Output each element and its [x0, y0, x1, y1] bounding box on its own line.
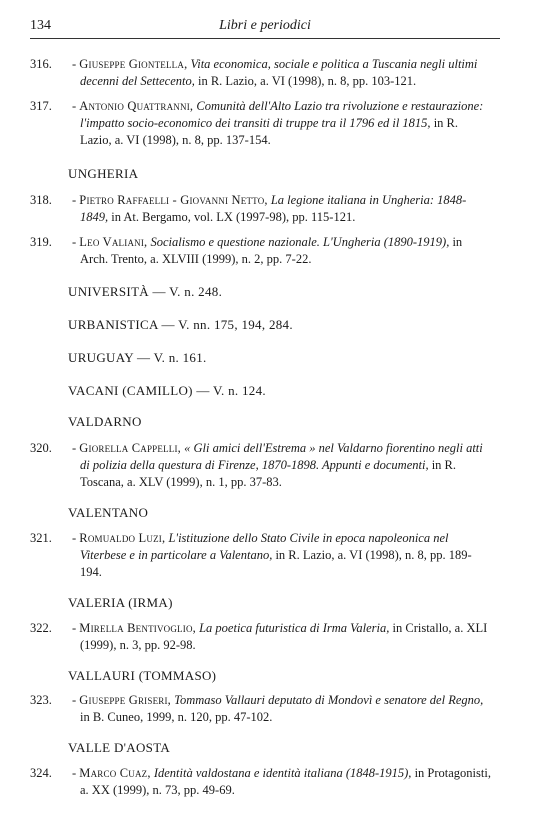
- section-heading: VACANI (CAMILLO) — V. n. 124.: [68, 383, 266, 398]
- section-heading: VALDARNO: [68, 414, 142, 429]
- entry-body: - Marco Cuaz, Identità valdostana e identità italiana (1848-1915), in Protagonisti, a. XX (1999), n. 73, pp. 49-69.: [72, 766, 491, 797]
- entry-title: L'istituzione dello Stato Civile in epoca napoleonica nel Viterbese e in particolare a Valentano,: [80, 531, 449, 562]
- section-heading: VALENTANO: [68, 505, 149, 520]
- entry-number: 316.: [30, 57, 52, 71]
- entry-title: « Gli amici dell'Estrema » nel Valdarno fiorentino negli atti di polizia della questura di Firenze, 1870-1898. Appunti e documenti,: [80, 441, 483, 472]
- entry-number: 322.: [30, 621, 52, 635]
- entry-source: in R. Lazio, a. VI (1998), n. 8, pp. 103-121.: [198, 74, 417, 88]
- section-heading: VALERIA (IRMA): [68, 595, 173, 610]
- running-title: Libri e periodici: [219, 18, 311, 33]
- entry-author: Giorella Cappelli,: [79, 441, 182, 455]
- entry-author: Giuseppe Griseri,: [79, 693, 172, 707]
- bibliography-entry: [30, 530, 492, 581]
- entry-title: Tommaso Vallauri deputato di Mondovì e senatore del Regno,: [174, 693, 484, 707]
- entry-author: Marco Cuaz,: [79, 766, 151, 780]
- bibliography-entry: [30, 440, 492, 491]
- entry-body: - Pietro Raffaelli - Giovanni Netto, La legione italiana in Ungheria: 1848-1849, in At. Bergamo, vol. LX (1997-98), pp. 115-121.: [72, 193, 467, 224]
- entry-body: - Antonio Quattranni, Comunità dell'Alto Lazio tra rivoluzione e restaurazione: l'impatto socio-economico dei transiti di truppe tra il 1796 ed il 1815, in R. Lazio, a. VI (1998), n. 8, pp. 137-154.: [72, 99, 484, 147]
- entry-title: Comunità dell'Alto Lazio tra rivoluzione e restaurazione: l'impatto socio-economico dei transiti di truppe tra il 1796 ed il 1815,: [80, 99, 484, 130]
- section-heading: UNGHERIA: [68, 166, 139, 181]
- entry-title: Socialismo e questione nazionale. L'Ungheria (1890-1919),: [150, 235, 450, 249]
- bibliography-entry: [30, 98, 492, 149]
- entry-source: in R. Toscana, a. XLV (1999), n. 1, pp. 37-83.: [80, 458, 457, 489]
- entry-number: 319.: [30, 235, 52, 249]
- bibliography-entry: [30, 620, 492, 654]
- entry-source: in R. Lazio, a. VI (1998), n. 8, pp. 137-154.: [80, 116, 458, 147]
- entry-body: - Giuseppe Giontella, Vita economica, sociale e politica a Tuscania negli ultimi decenni del Settecento, in R. Lazio, a. VI (1998), n. 8, pp. 103-121.: [72, 57, 478, 88]
- section-heading: URUGUAY — V. n. 161.: [68, 350, 207, 365]
- entry-author: Giuseppe Giontella,: [79, 57, 188, 71]
- entry-body: - Giorella Cappelli, « Gli amici dell'Estrema » nel Valdarno fiorentino negli atti di polizia della questura di Firenze, 1870-1898. Appunti e documenti, in R. Toscana, a. XLV (1999), n. 1, pp. 37-83.: [72, 441, 483, 489]
- entry-number: 318.: [30, 193, 52, 207]
- entry-source: in R. Lazio, a. VI (1998), n. 8, pp. 189-194.: [80, 548, 472, 579]
- entry-source: in B. Cuneo, 1999, n. 120, pp. 47-102.: [80, 710, 273, 724]
- bibliography-entry: [30, 192, 492, 226]
- entry-source: in At. Bergamo, vol. LX (1997-98), pp. 115-121.: [111, 210, 356, 224]
- entry-number: 320.: [30, 441, 52, 455]
- section-heading: VALLE D'AOSTA: [68, 740, 171, 755]
- entry-author: Pietro Raffaelli - Giovanni Netto,: [79, 193, 268, 207]
- bibliography-entry: [30, 234, 492, 268]
- entry-title: Vita economica, sociale e politica a Tuscania negli ultimi decenni del Settecento,: [80, 57, 478, 88]
- page-number: 134: [30, 18, 51, 33]
- bibliography-entry: [30, 765, 492, 799]
- entry-number: 317.: [30, 99, 52, 113]
- section-heading: VALLAURI (TOMMASO): [68, 668, 217, 683]
- entry-body: - Leo Valiani, Socialismo e questione nazionale. L'Ungheria (1890-1919), in Arch. Trento, a. XLVIII (1999), n. 2, pp. 7-22.: [72, 235, 463, 266]
- entry-number: 323.: [30, 693, 52, 707]
- entry-author: Romualdo Luzi,: [79, 531, 166, 545]
- entry-source: in Cristallo, a. XLI (1999), n. 3, pp. 92-98.: [80, 621, 488, 652]
- bibliography-entry: [30, 56, 492, 90]
- entry-title: La poetica futuristica di Irma Valeria,: [199, 621, 390, 635]
- entry-author: Antonio Quattranni,: [79, 99, 194, 113]
- entry-title: Identità valdostana e identità italiana (1848-1915),: [153, 766, 412, 780]
- bibliography-entry: [30, 692, 492, 726]
- entry-source: in Protagonisti, a. XX (1999), n. 73, pp. 49-69.: [80, 766, 491, 797]
- entry-number: 324.: [30, 766, 52, 780]
- entry-body: - Romualdo Luzi, L'istituzione dello Stato Civile in epoca napoleonica nel Viterbese e in particolare a Valentano, in R. Lazio, a. VI (1998), n. 8, pp. 189-194.: [72, 531, 472, 579]
- entry-body: - Mirella Bentivoglio, La poetica futuristica di Irma Valeria, in Cristallo, a. XLI (1999), n. 3, pp. 92-98.: [72, 621, 488, 652]
- entry-body: - Giuseppe Griseri, Tommaso Vallauri deputato di Mondovì e senatore del Regno, in B. Cuneo, 1999, n. 120, pp. 47-102.: [72, 693, 484, 724]
- section-heading: URBANISTICA — V. nn. 175, 194, 284.: [68, 317, 293, 332]
- section-heading: UNIVERSITÀ — V. n. 248.: [68, 284, 223, 299]
- entry-author: Leo Valiani,: [79, 235, 148, 249]
- entry-author: Mirella Bentivoglio,: [79, 621, 196, 635]
- page-header: [30, 18, 500, 39]
- entry-source: in Arch. Trento, a. XLVIII (1999), n. 2, pp. 7-22.: [80, 235, 463, 266]
- entry-title: La legione italiana in Ungheria: 1848-1849,: [80, 193, 467, 224]
- entry-number: 321.: [30, 531, 52, 545]
